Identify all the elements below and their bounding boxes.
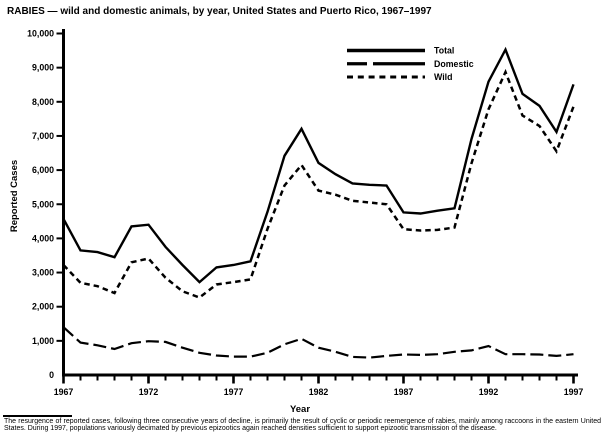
- legend-label-domestic: Domestic: [434, 58, 474, 69]
- y-tick-label: 9,000: [31, 62, 54, 73]
- footnote-separator: [3, 415, 72, 417]
- x-axis-title: Year: [289, 404, 311, 415]
- y-tick-label: 3,000: [31, 267, 54, 278]
- footnote-text: The resurgence of reported cases, following three consecutive years of decline, is primarily the result of cyclic or periodic reemergence of rabies, mainly among raccoons in the eastern United States. During 1997, populations variously decimated by previous epizootics again reached densities sufficient to support epizootic transmission of the disease.: [4, 418, 601, 433]
- y-tick-label: 4,000: [31, 233, 54, 244]
- x-tick-label: 1977: [223, 387, 244, 397]
- figure-title: RABIES — wild and domestic animals, by year, United States and Puerto Rico, 1967–1997: [7, 6, 432, 17]
- x-tick-label: 1967: [53, 387, 74, 397]
- series-wild-line: [64, 72, 574, 297]
- y-tick-label: 5,000: [31, 199, 54, 210]
- x-tick-label: 1987: [393, 387, 414, 397]
- x-tick-label: 1992: [478, 387, 499, 397]
- y-tick-label: 2,000: [31, 301, 54, 312]
- legend-label-wild: Wild: [434, 72, 453, 83]
- y-tick-label: 6,000: [31, 165, 54, 176]
- y-tick-label: 0: [49, 370, 54, 380]
- series-domestic-line: [64, 327, 574, 357]
- y-tick-label: 7,000: [31, 130, 54, 141]
- x-tick-label: 1997: [563, 387, 584, 397]
- x-tick-label: 1972: [138, 387, 159, 397]
- y-tick-label: 10,000: [27, 28, 54, 39]
- y-tick-label: 1,000: [31, 335, 54, 346]
- x-tick-label: 1982: [308, 387, 329, 397]
- series-total-line: [64, 50, 574, 283]
- y-axis-title: Reported Cases: [9, 159, 20, 233]
- legend-label-total: Total: [434, 45, 455, 56]
- y-tick-label: 8,000: [31, 96, 54, 107]
